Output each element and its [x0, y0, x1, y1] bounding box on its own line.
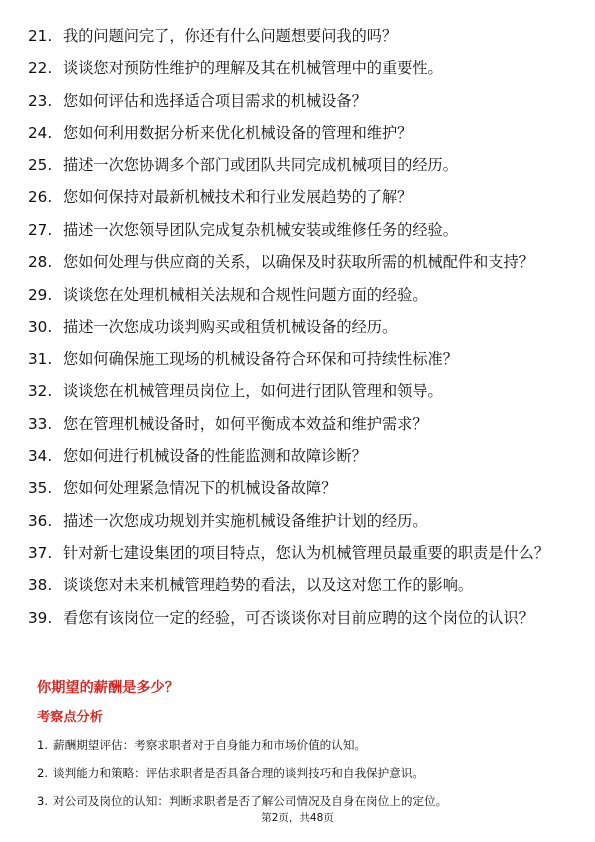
- question-text: 看您有该岗位一定的经验，可否谈谈你对目前应聘的这个岗位的认识？: [63, 608, 534, 627]
- question-text: 描述一次您协调多个部门或团队共同完成机械项目的经历。: [63, 156, 458, 175]
- point-text: 薪酬期望评估：考察求职者对于自身能力和市场价值的认知。: [53, 738, 367, 752]
- question-number: 39.: [28, 608, 53, 627]
- analysis-point: [37, 737, 567, 753]
- section-title: 你期望的薪酬是多少？: [37, 680, 179, 696]
- question-number: 36.: [28, 511, 53, 530]
- point-text: 谈判能力和策略：评估求职者是否具备合理的谈判技巧和自我保护意识。: [53, 766, 425, 780]
- question-text: 您如何利用数据分析来优化机械设备的管理和维护？: [63, 123, 413, 142]
- question-text: 谈谈您在处理机械相关法规和合规性问题方面的经验。: [63, 285, 428, 304]
- question-text: 谈谈您在机械管理员岗位上，如何进行团队管理和领导。: [63, 382, 443, 401]
- question-item: [28, 380, 568, 403]
- question-text: 描述一次您成功谈判购买或租赁机械设备的经历。: [63, 317, 398, 336]
- analysis-point-list: [37, 737, 567, 821]
- question-item: [28, 607, 568, 630]
- question-text: 您如何保持对最新机械技术和行业发展趋势的了解？: [63, 188, 413, 207]
- question-number: 29.: [28, 285, 53, 304]
- question-number: 34.: [28, 447, 53, 466]
- question-text: 针对新七建设集团的项目特点，您认为机械管理员最重要的职责是什么？: [63, 543, 549, 562]
- point-number: 3.: [37, 794, 49, 808]
- question-number: 32.: [28, 382, 53, 401]
- question-number: 22.: [28, 59, 53, 78]
- question-number: 38.: [28, 576, 53, 595]
- question-number: 23.: [28, 91, 53, 110]
- analysis-title: 考察点分析: [37, 710, 103, 725]
- question-item: [28, 57, 568, 80]
- question-item: [28, 542, 568, 565]
- question-number: 27.: [28, 220, 53, 239]
- question-number: 37.: [28, 543, 53, 562]
- question-number: 33.: [28, 414, 53, 433]
- question-item: [28, 348, 568, 371]
- point-number: 2.: [37, 766, 49, 780]
- analysis-point: [37, 765, 567, 781]
- question-text: 您如何评估和选择适合项目需求的机械设备？: [63, 91, 367, 110]
- question-text: 您在管理机械设备时，如何平衡成本效益和维护需求？: [63, 414, 428, 433]
- question-text: 谈谈您对预防性维护的理解及其在机械管理中的重要性。: [63, 59, 443, 78]
- question-item: [28, 284, 568, 307]
- question-item: [28, 25, 568, 48]
- question-number: 26.: [28, 188, 53, 207]
- question-text: 您如何确保施工现场的机械设备符合环保和可持续性标准？: [63, 350, 458, 369]
- question-item: [28, 186, 568, 209]
- question-text: 谈谈您对未来机械管理趋势的看法，以及这对您工作的影响。: [63, 576, 474, 595]
- question-item: [28, 510, 568, 533]
- question-item: [28, 413, 568, 436]
- question-item: [28, 90, 568, 113]
- analysis-point: [37, 793, 567, 809]
- question-text: 您如何进行机械设备的性能监测和故障诊断？: [63, 447, 367, 466]
- question-item: [28, 574, 568, 597]
- question-number: 25.: [28, 156, 53, 175]
- question-item: [28, 154, 568, 177]
- question-item: [28, 477, 568, 500]
- question-text: 您如何处理紧急情况下的机械设备故障？: [63, 479, 337, 498]
- question-number: 28.: [28, 253, 53, 272]
- question-number: 21.: [28, 27, 53, 45]
- question-item: [28, 445, 568, 468]
- question-text: 描述一次您成功规划并实施机械设备维护计划的经历。: [63, 511, 428, 530]
- question-number: 24.: [28, 123, 53, 142]
- question-number: 35.: [28, 479, 53, 498]
- point-number: 1.: [37, 738, 49, 752]
- question-item: [28, 122, 568, 145]
- point-text: 对公司及岗位的认知：判断求职者是否了解公司情况及自身在岗位上的定位。: [53, 794, 448, 808]
- page-footer: 第2页，共48页: [261, 812, 334, 824]
- question-item: [28, 316, 568, 339]
- question-list: [28, 25, 568, 639]
- question-item: [28, 251, 568, 274]
- question-text: 我的问题问完了，你还有什么问题想要问我的吗？: [63, 27, 398, 45]
- question-number: 30.: [28, 317, 53, 336]
- question-item: [28, 219, 568, 242]
- question-text: 您如何处理与供应商的关系，以确保及时获取所需的机械配件和支持？: [63, 253, 534, 272]
- question-number: 31.: [28, 350, 53, 369]
- question-text: 描述一次您领导团队完成复杂机械安装或维修任务的经验。: [63, 220, 458, 239]
